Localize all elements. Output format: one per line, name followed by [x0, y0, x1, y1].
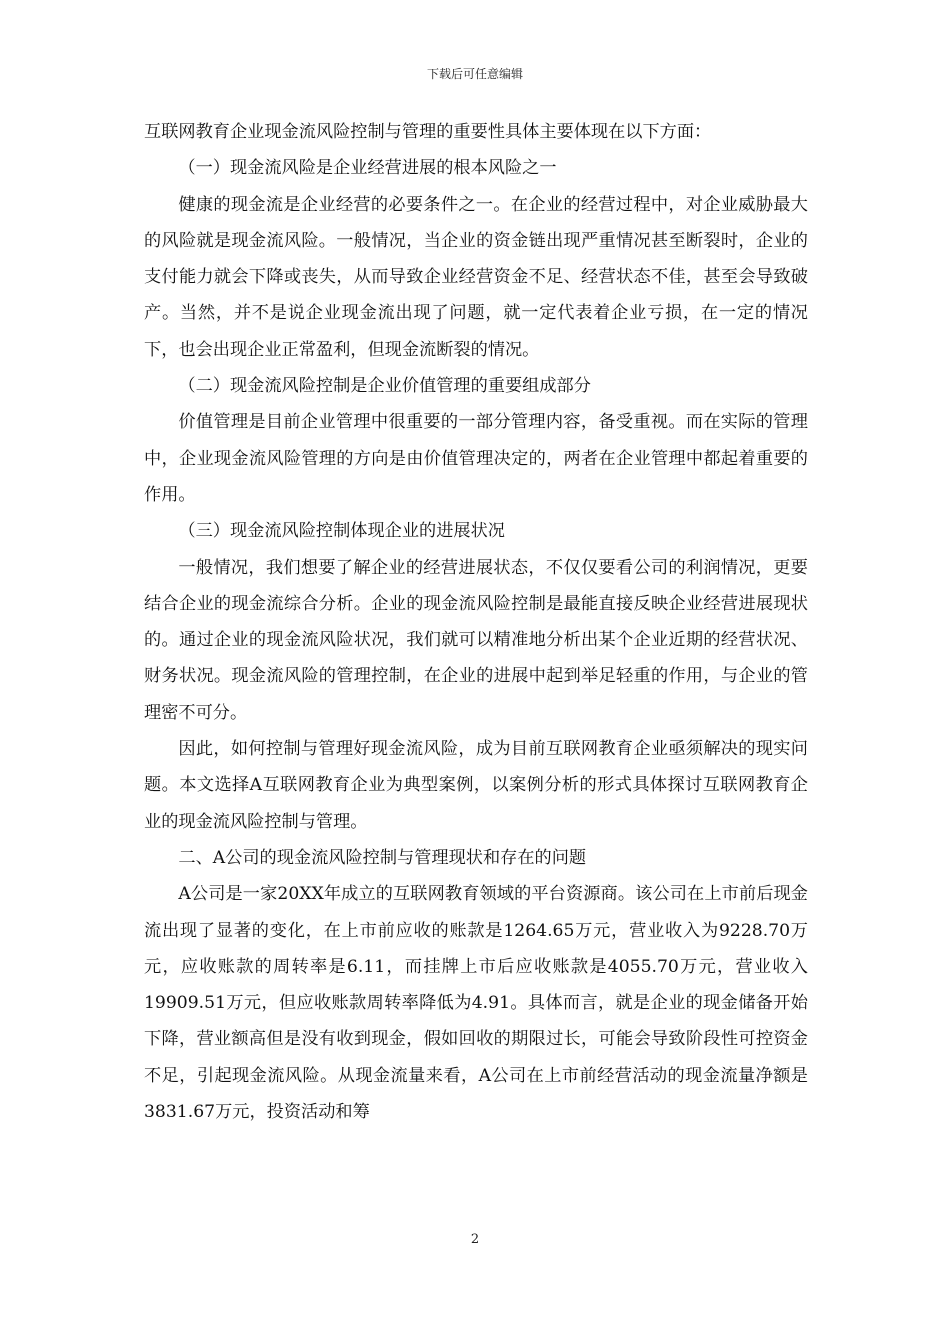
paragraph-4: 因此，如何控制与管理好现金流风险，成为目前互联网教育企业亟须解决的现实问题。本文选择A互联网教育企业为典型案例，以案例分析的形式具体探讨互联网教育企业的现金流风险控制与管理。: [144, 739, 808, 832]
section-heading-3: （三）现金流风险控制体现企业的进展状况: [178, 521, 505, 542]
paragraph-intro: 互联网教育企业现金流风险控制与管理的重要性具体主要体现在以下方面：: [144, 122, 712, 142]
paragraph-3: 一般情况，我们想要了解企业的经营进展状态，不仅仅要看公司的利润情况，更要结合企业的现金流综合分析。企业的现金流风险控制是最能直接反映企业经营进展现状的。通过企业的现金流风险状况，我们就可以精准地分析出某个企业近期的经营状况、财务状况。现金流风险的管理控制，在企业的进展中起到举足轻重的作用，与企业的管理密不可分。: [144, 557, 808, 723]
chapter-heading-2: 二、A公司的现金流风险控制与管理现状和存在的问题: [178, 847, 587, 868]
section-heading-2: （二）现金流风险控制是企业价值管理的重要组成部分: [178, 376, 591, 397]
page-number: 2: [470, 1232, 480, 1247]
paragraph-5: A公司是一家20XX年成立的互联网教育领域的平台资源商。该公司在上市前后现金流出现了显著的变化，在上市前应收的账款是1264.65万元，营业收入为9228.70万元，应收账款的周转率是6.11，而挂牌上市后应收账款是4055.70万元，营业收入19909.51万元，但应收账款周转率降低为4.91。具体而言，就是企业的现金储备开始下降，营业额高但是没有收到现金，假如回收的期限过长，可能会导致阶段性可控资金不足，引起现金流风险。从现金流量来看，A公司在上市前经营活动的现金流量净额是3831.67万元，投资活动和筹: [144, 884, 808, 1123]
paragraph-1: 健康的现金流是企业经营的必要条件之一。在企业的经营过程中，对企业威胁最大的风险就是现金流风险。一般情况，当企业的资金链出现严重情况甚至断裂时，企业的支付能力就会下降或丧失，从而导致企业经营资金不足、经营状态不佳，甚至会导致破产。当然，并不是说企业现金流出现了问题，就一定代表着企业亏损，在一定的情况下，也会出现企业正常盈利，但现金流断裂的情况。: [144, 194, 808, 360]
section-heading-1: （一）现金流风险是企业经营进展的根本风险之一: [178, 158, 557, 179]
paragraph-2: 价值管理是目前企业管理中很重要的一部分管理内容，备受重视。而在实际的管理中，企业现金流风险管理的方向是由价值管理决定的，两者在企业管理中都起着重要的作用。: [144, 412, 808, 505]
document-body: [144, 114, 808, 1130]
page-header: 下载后可任意编辑: [426, 67, 523, 81]
